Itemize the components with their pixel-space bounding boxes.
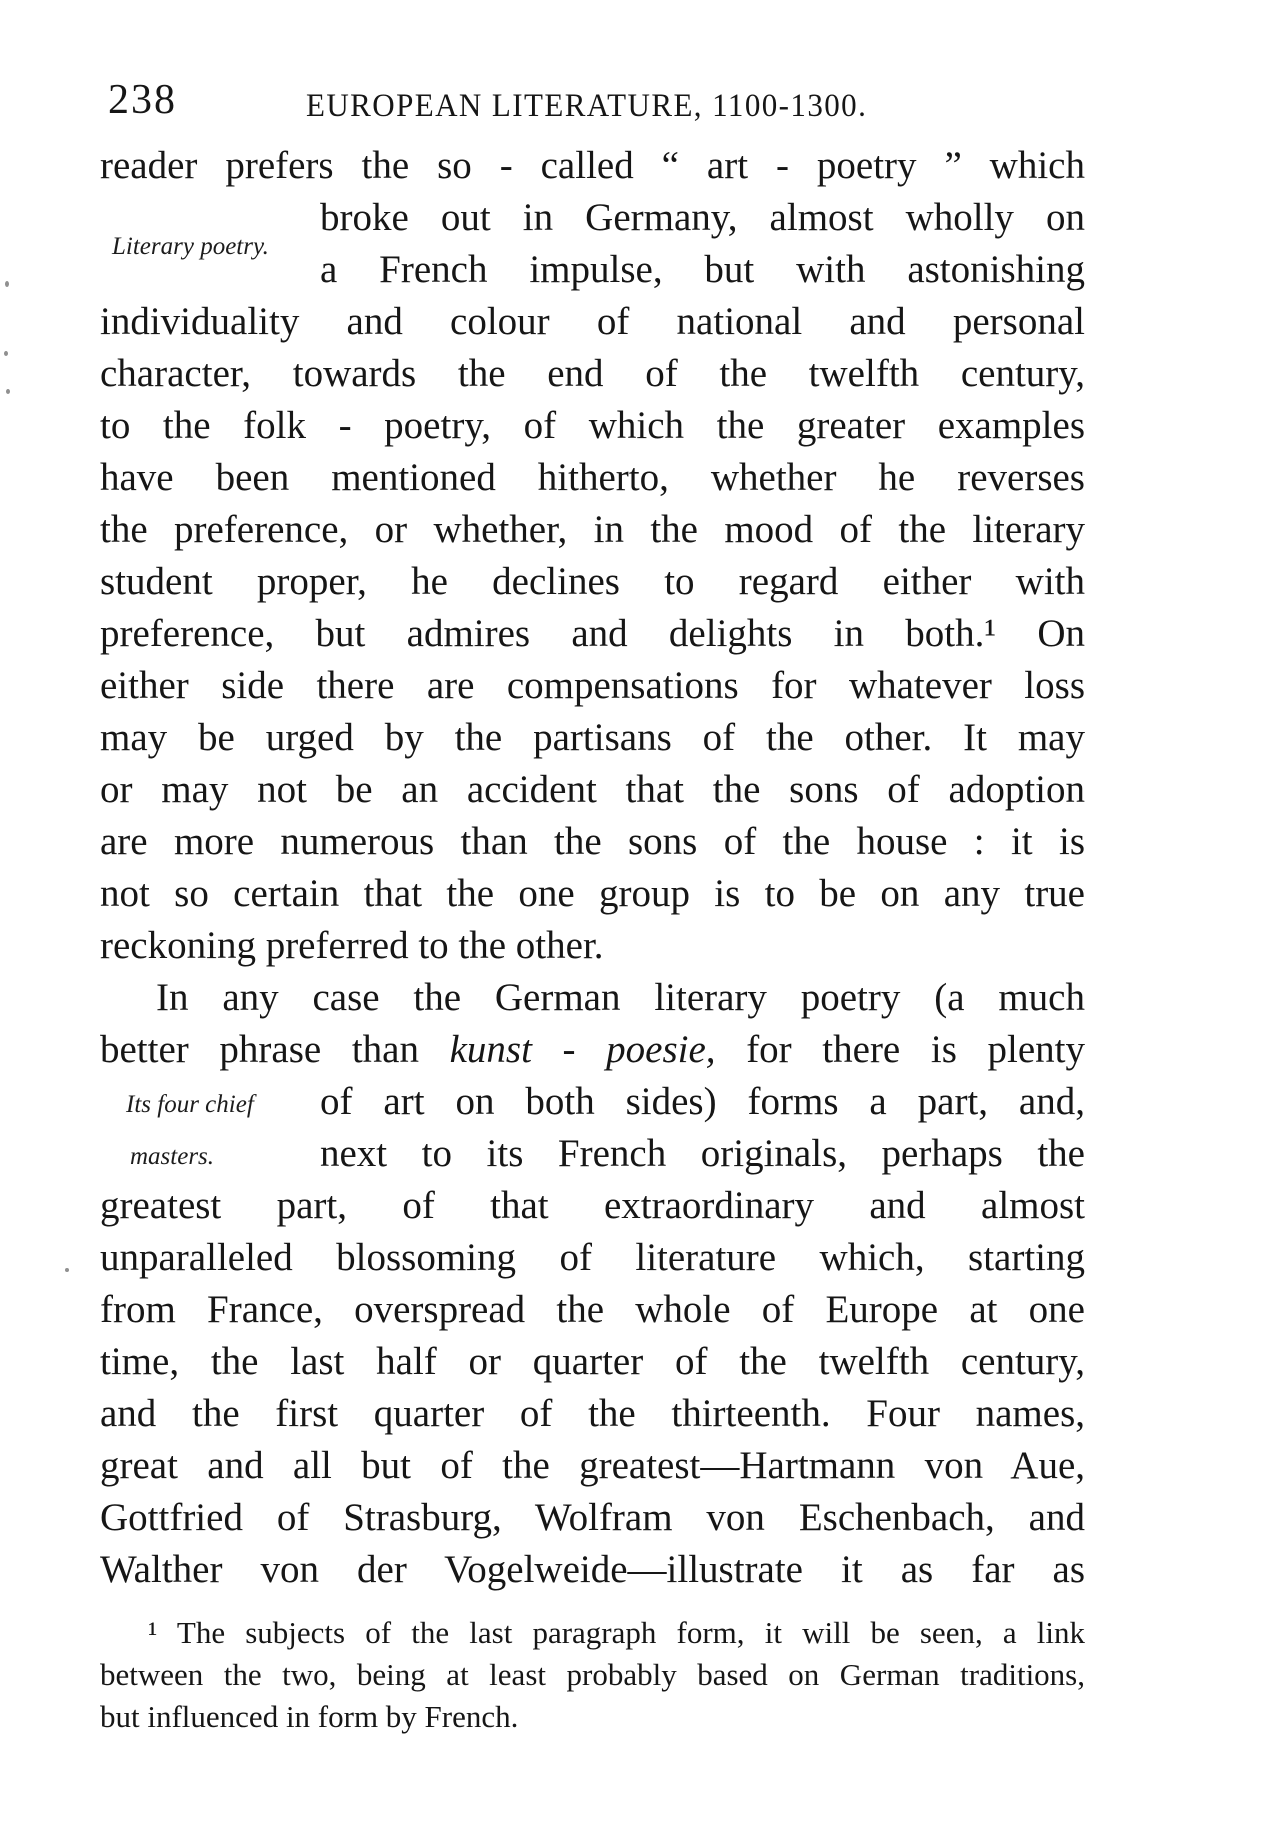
text-line: student proper, he declines to regard either with [100,560,1085,603]
body-text [100,140,1085,1596]
text-line: next to its French originals, perhaps the [320,1132,1085,1175]
text-line: Gottfried of Strasburg, Wolfram von Eschenbach, and [100,1496,1085,1539]
running-header: EUROPEAN LITERATURE, 1100-1300. [306,88,868,124]
margin-note-four-chief-masters-line1: Its four chief [126,1091,254,1118]
text-line: from France, overspread the whole of Europe at one [100,1288,1085,1331]
footnote-line: between the two, being at least probably based on German traditions, [100,1657,1085,1692]
text-line: individuality and colour of national and personal [100,300,1085,343]
text-line: character, towards the end of the twelfth century, [100,352,1085,395]
text-line: and the first quarter of the thirteenth. Four names, [100,1392,1085,1435]
text-line: preference, but admires and delights in both.¹ On [100,612,1085,655]
scan-speck [65,1268,69,1272]
text-line: to the folk - poetry, of which the greater examples [100,404,1085,447]
text-segment: for there is plenty [715,1028,1085,1071]
text-line: or may not be an accident that the sons of adoption [100,768,1085,811]
scan-speck [6,389,10,394]
text-line: a French impulse, but with astonishing [320,248,1085,291]
text-line: not so certain that the one group is to be on any true [100,872,1085,915]
text-line-paragraph-end: reckoning preferred to the other. [100,924,604,967]
text-line: greatest part, of that extraordinary and almost [100,1184,1085,1227]
page-number: 238 [108,77,177,123]
text-line: broke out in Germany, almost wholly on [320,196,1085,239]
margin-note-literary-poetry: Literary poetry. [112,233,269,260]
text-line: may be urged by the partisans of the other. It may [100,716,1085,759]
text-line: reader prefers the so - called “ art - poetry ” which [100,144,1085,187]
scan-speck [5,281,9,287]
text-line: Walther von der Vogelweide—illustrate it as far as [100,1548,1085,1591]
footnote [100,1612,1085,1738]
text-line: time, the last half or quarter of the twelfth century, [100,1340,1085,1383]
text-line: great and all but of the greatest—Hartmann von Aue, [100,1444,1085,1487]
text-line: unparalleled blossoming of literature which, starting [100,1236,1085,1279]
footnote-line: ¹ The subjects of the last paragraph form, it will be seen, a link [148,1615,1085,1650]
italic-phrase-kunst-poesie: kunst - poesie, [449,1028,716,1071]
text-line: have been mentioned hitherto, whether he reverses [100,456,1085,499]
text-line: are more numerous than the sons of the house : it is [100,820,1085,863]
text-line [100,1024,1085,1076]
footnote-line: but influenced in form by French. [100,1699,519,1734]
text-line: either side there are compensations for whatever loss [100,664,1085,707]
text-segment: better phrase than [100,1028,450,1071]
margin-note-four-chief-masters-line2: masters. [130,1143,215,1170]
text-line-paragraph-start: In any case the German literary poetry (a much [156,976,1085,1019]
scan-speck [4,351,8,356]
text-line: the preference, or whether, in the mood of the literary [100,508,1085,551]
text-line: of art on both sides) forms a part, and, [320,1080,1085,1123]
